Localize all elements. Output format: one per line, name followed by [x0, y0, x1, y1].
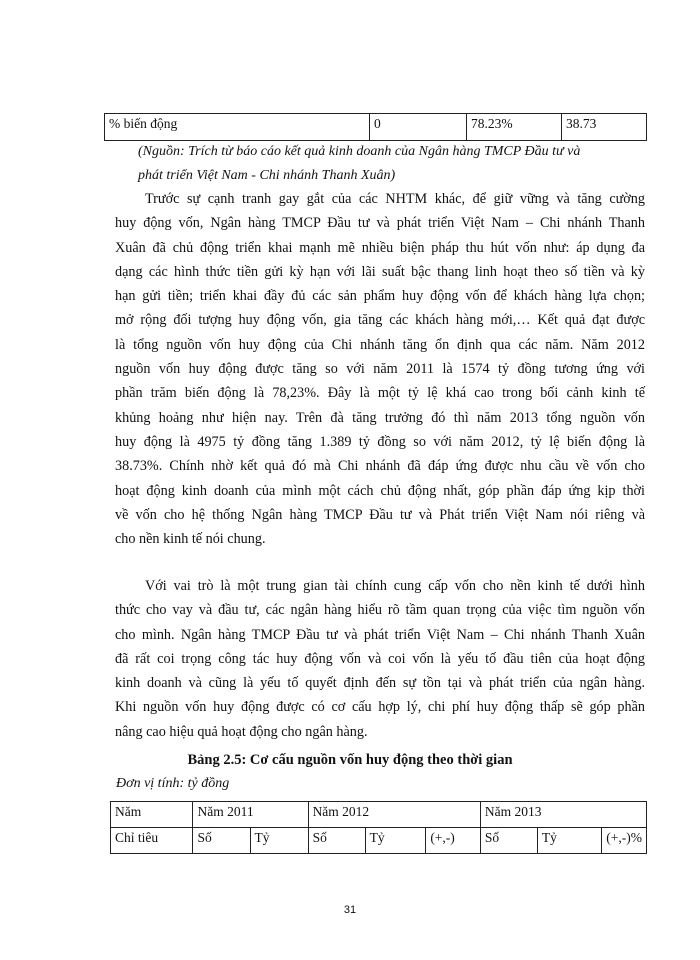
text-line: cho mình. Ngân hàng TMCP Đầu tư và phát triển Việt Nam – Chi nhánh Thanh Xuân	[115, 626, 645, 643]
table-cell: Tỷ	[537, 828, 601, 854]
table-cell: (+,-)	[426, 828, 481, 854]
text-line: Xuân đã chủ động triển khai mạnh mẽ nhiều biện pháp thu hút vốn như: áp dụng đa	[115, 239, 645, 256]
variation-table	[104, 113, 647, 141]
table-cell: Năm 2011	[193, 802, 308, 828]
text-line: nâng cao hiệu quả hoạt động cho ngân hàng.	[115, 723, 368, 740]
table-caption: Bảng 2.5: Cơ cấu nguồn vốn huy động theo thời gian	[187, 752, 513, 768]
table-cell: Số	[480, 828, 537, 854]
text-line: kinh doanh và cũng là yếu tố quyết định đến sự tồn tại và phát triển của ngân hàng.	[115, 675, 645, 692]
text-line: phần trăm biến động là 78,23%. Đây là một tỷ lệ khá cao trong bối cảnh kinh tế	[115, 385, 645, 402]
text-line: hoạt động kinh doanh của mình một cách chủ động nhất, góp phần đáp ứng kịp thời	[115, 482, 645, 499]
table-row	[105, 114, 647, 141]
text-line: nguồn vốn huy động được tăng so với năm 2011 là 1574 tỷ đồng tương ứng với	[115, 361, 645, 378]
table-cell: 78.23%	[467, 114, 562, 141]
table-cell: % biến động	[105, 114, 370, 141]
text-line: hạn gửi tiền; triển khai đầy đủ các sản phẩm huy động vốn để khách hàng lựa chọn;	[115, 288, 645, 305]
table-row	[111, 828, 647, 854]
table-cell: Số	[193, 828, 250, 854]
text-line: cho nền kinh tế nói chung.	[115, 531, 266, 548]
text-line: Trước sự cạnh tranh gay gắt của các NHTM khác, để giữ vững và tăng cường	[145, 191, 645, 207]
text-line: khủng hoảng như hiện nay. Trên đà tăng trưởng đó thì năm 2013 tổng nguồn vốn	[115, 409, 645, 426]
table-cell: 38.73	[562, 114, 647, 141]
table-cell: Năm 2013	[480, 802, 646, 828]
unit-label: Đơn vị tính: tỷ đồng	[116, 776, 230, 791]
text-line: Với vai trò là một trung gian tài chính cung cấp vốn cho nền kinh tế dưới hình	[145, 578, 645, 594]
paragraph-capital-results	[115, 187, 645, 551]
text-line: đã rất coi trọng công tác huy động vốn và coi vốn là yếu tố đầu tiên của hoạt động	[115, 650, 645, 667]
text-line: là tổng nguồn vốn huy động của Chi nhánh tăng ổn định qua các năm. Năm 2012	[115, 336, 645, 353]
text-line: huy động vốn, Ngân hàng TMCP Đầu tư và phát triển Việt Nam – Chi nhánh Thanh	[115, 215, 645, 232]
text-line: về vốn cho hệ thống Ngân hàng TMCP Đầu tư và Phát triển Việt Nam nói riêng và	[115, 506, 645, 523]
table-cell: Tỷ	[250, 828, 308, 854]
paragraph-capital-role	[115, 574, 645, 744]
page-number: 31	[343, 904, 357, 916]
table-cell: 0	[370, 114, 467, 141]
text-line: Khi nguồn vốn huy động được có cơ cấu hợp lý, chi phí huy động thấp sẽ góp phần	[115, 699, 645, 716]
table-cell: (+,-)%	[602, 828, 647, 854]
source-note	[138, 140, 658, 188]
source-line: (Nguồn: Trích từ báo cáo kết quả kinh doanh của Ngân hàng TMCP Đầu tư và	[138, 144, 581, 159]
table-cell: Số	[308, 828, 365, 854]
table-cell: Chỉ tiêu	[111, 828, 193, 854]
table-cell: Năm 2012	[308, 802, 480, 828]
text-line: mở rộng đối tượng huy động vốn, gia tăng các khách hàng mới,… Kết quả đạt được	[115, 312, 645, 329]
text-line: thức cho vay và đầu tư, các ngân hàng hiểu rõ tầm quan trọng của việc tìm nguồn vốn	[115, 602, 645, 619]
table-cell: Tỷ	[365, 828, 426, 854]
table-header-row	[111, 802, 647, 828]
capital-structure-table	[110, 801, 647, 854]
text-line: 38.73%. Chính nhờ kết quả đó mà Chi nhánh đã đáp ứng được nhu cầu về vốn cho	[115, 458, 645, 475]
text-line: dạng các hình thức tiền gửi kỳ hạn với lãi suất bậc thang linh hoạt theo số tiền và kỳ	[115, 263, 645, 280]
text-line: huy động là 4975 tỷ đồng tăng 1.389 tỷ đồng so với năm 2012, tỷ lệ biến động là	[115, 433, 645, 450]
source-line: phát triển Việt Nam - Chi nhánh Thanh Xuân)	[138, 168, 396, 183]
table-cell: Năm	[111, 802, 193, 828]
